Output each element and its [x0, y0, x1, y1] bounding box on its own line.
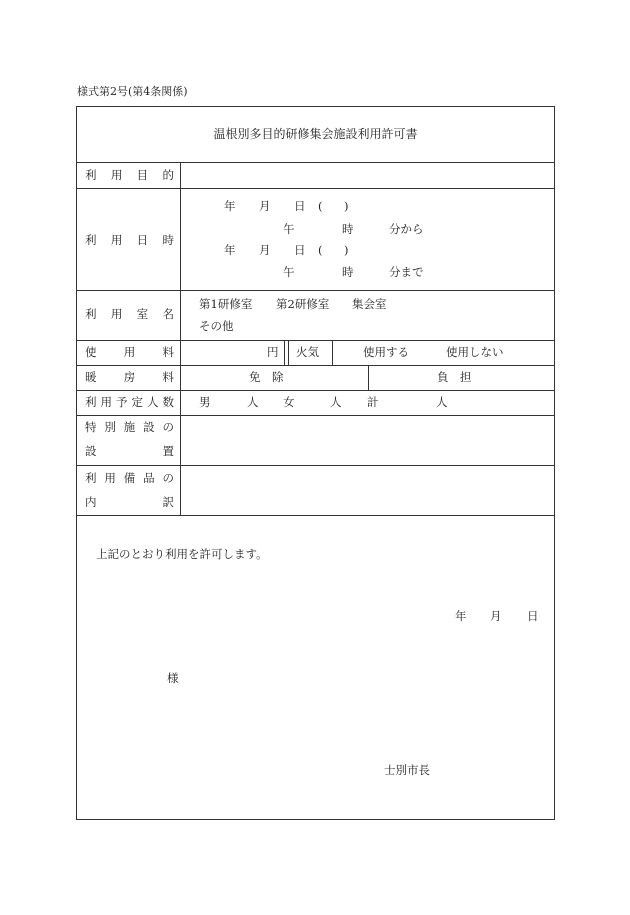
divider [368, 365, 369, 390]
form-title: 温根別多目的研修集会施設利用許可書 [213, 127, 418, 141]
equipment-label-top: 利 用 備 品 の [85, 471, 174, 485]
form-number: 様式第2号(第4条関係) [77, 85, 188, 98]
people-total-unit: 人 [436, 395, 448, 409]
purpose-label: 利 用 目 的 [85, 168, 174, 182]
start-weekday-close: ) [344, 199, 349, 213]
start-hour-unit: 時 [342, 222, 354, 236]
room-option-study1: 第1研修室 [199, 297, 253, 311]
signer: 士別市長 [384, 763, 430, 777]
end-weekday-close: ) [344, 243, 349, 257]
fire-use-label: 火気 [296, 345, 319, 359]
date-day-unit: 日 [527, 609, 539, 623]
divider [76, 415, 555, 416]
end-hour-unit: 時 [342, 265, 354, 279]
fire-use-yes: 使用する [363, 345, 409, 359]
people-female: 女 [283, 395, 295, 409]
people-female-unit: 人 [330, 395, 342, 409]
heating-exempt: 免 除 [249, 370, 284, 384]
end-weekday-open: ( [318, 243, 323, 257]
room-label: 利 用 室 名 [85, 307, 174, 321]
people-male-unit: 人 [247, 395, 259, 409]
start-minute-unit: 分から [389, 222, 424, 236]
date-year-unit: 年 [455, 609, 467, 623]
start-ampm: 午 [283, 222, 295, 236]
start-month-unit: 月 [259, 199, 271, 213]
end-month-unit: 月 [259, 243, 271, 257]
divider [76, 515, 555, 516]
divider [76, 390, 555, 391]
date-month-unit: 月 [490, 609, 502, 623]
label-column-divider [180, 162, 181, 515]
divider [76, 465, 555, 466]
divider [76, 340, 555, 341]
people-total: 計 [367, 395, 379, 409]
start-weekday-open: ( [318, 199, 323, 213]
start-day-unit: 日 [294, 199, 306, 213]
special-facility-label-top: 特 別 施 設 の [85, 420, 174, 434]
room-option-hall: 集会室 [352, 297, 387, 311]
people-male: 男 [199, 395, 211, 409]
start-year-unit: 年 [224, 199, 236, 213]
divider [76, 365, 555, 366]
divider [288, 340, 289, 365]
end-year-unit: 年 [224, 243, 236, 257]
heating-burden: 負 担 [437, 370, 472, 384]
divider [76, 162, 555, 163]
fee-label: 使 用 料 [85, 345, 174, 359]
fee-yen-unit: 円 [267, 345, 279, 359]
room-option-other: その他 [199, 319, 234, 333]
datetime-label: 利 用 日 時 [85, 233, 174, 247]
divider [284, 340, 285, 365]
form-frame [76, 106, 555, 820]
fire-use-no: 使用しない [446, 345, 504, 359]
special-facility-label-bottom: 設 置 [85, 444, 174, 458]
addressee-suffix: 様 [167, 671, 179, 685]
equipment-label-bottom: 内 訳 [85, 495, 174, 509]
room-option-study2: 第2研修室 [276, 297, 330, 311]
divider [76, 188, 555, 189]
people-label: 利 用 予 定 人 数 [85, 395, 174, 409]
divider [76, 290, 555, 291]
heating-label: 暖 房 料 [85, 370, 174, 384]
end-day-unit: 日 [294, 243, 306, 257]
permission-text: 上記のとおり利用を許可します。 [96, 547, 268, 561]
end-minute-unit: 分まで [389, 265, 424, 279]
end-ampm: 午 [283, 265, 295, 279]
divider [332, 340, 333, 365]
